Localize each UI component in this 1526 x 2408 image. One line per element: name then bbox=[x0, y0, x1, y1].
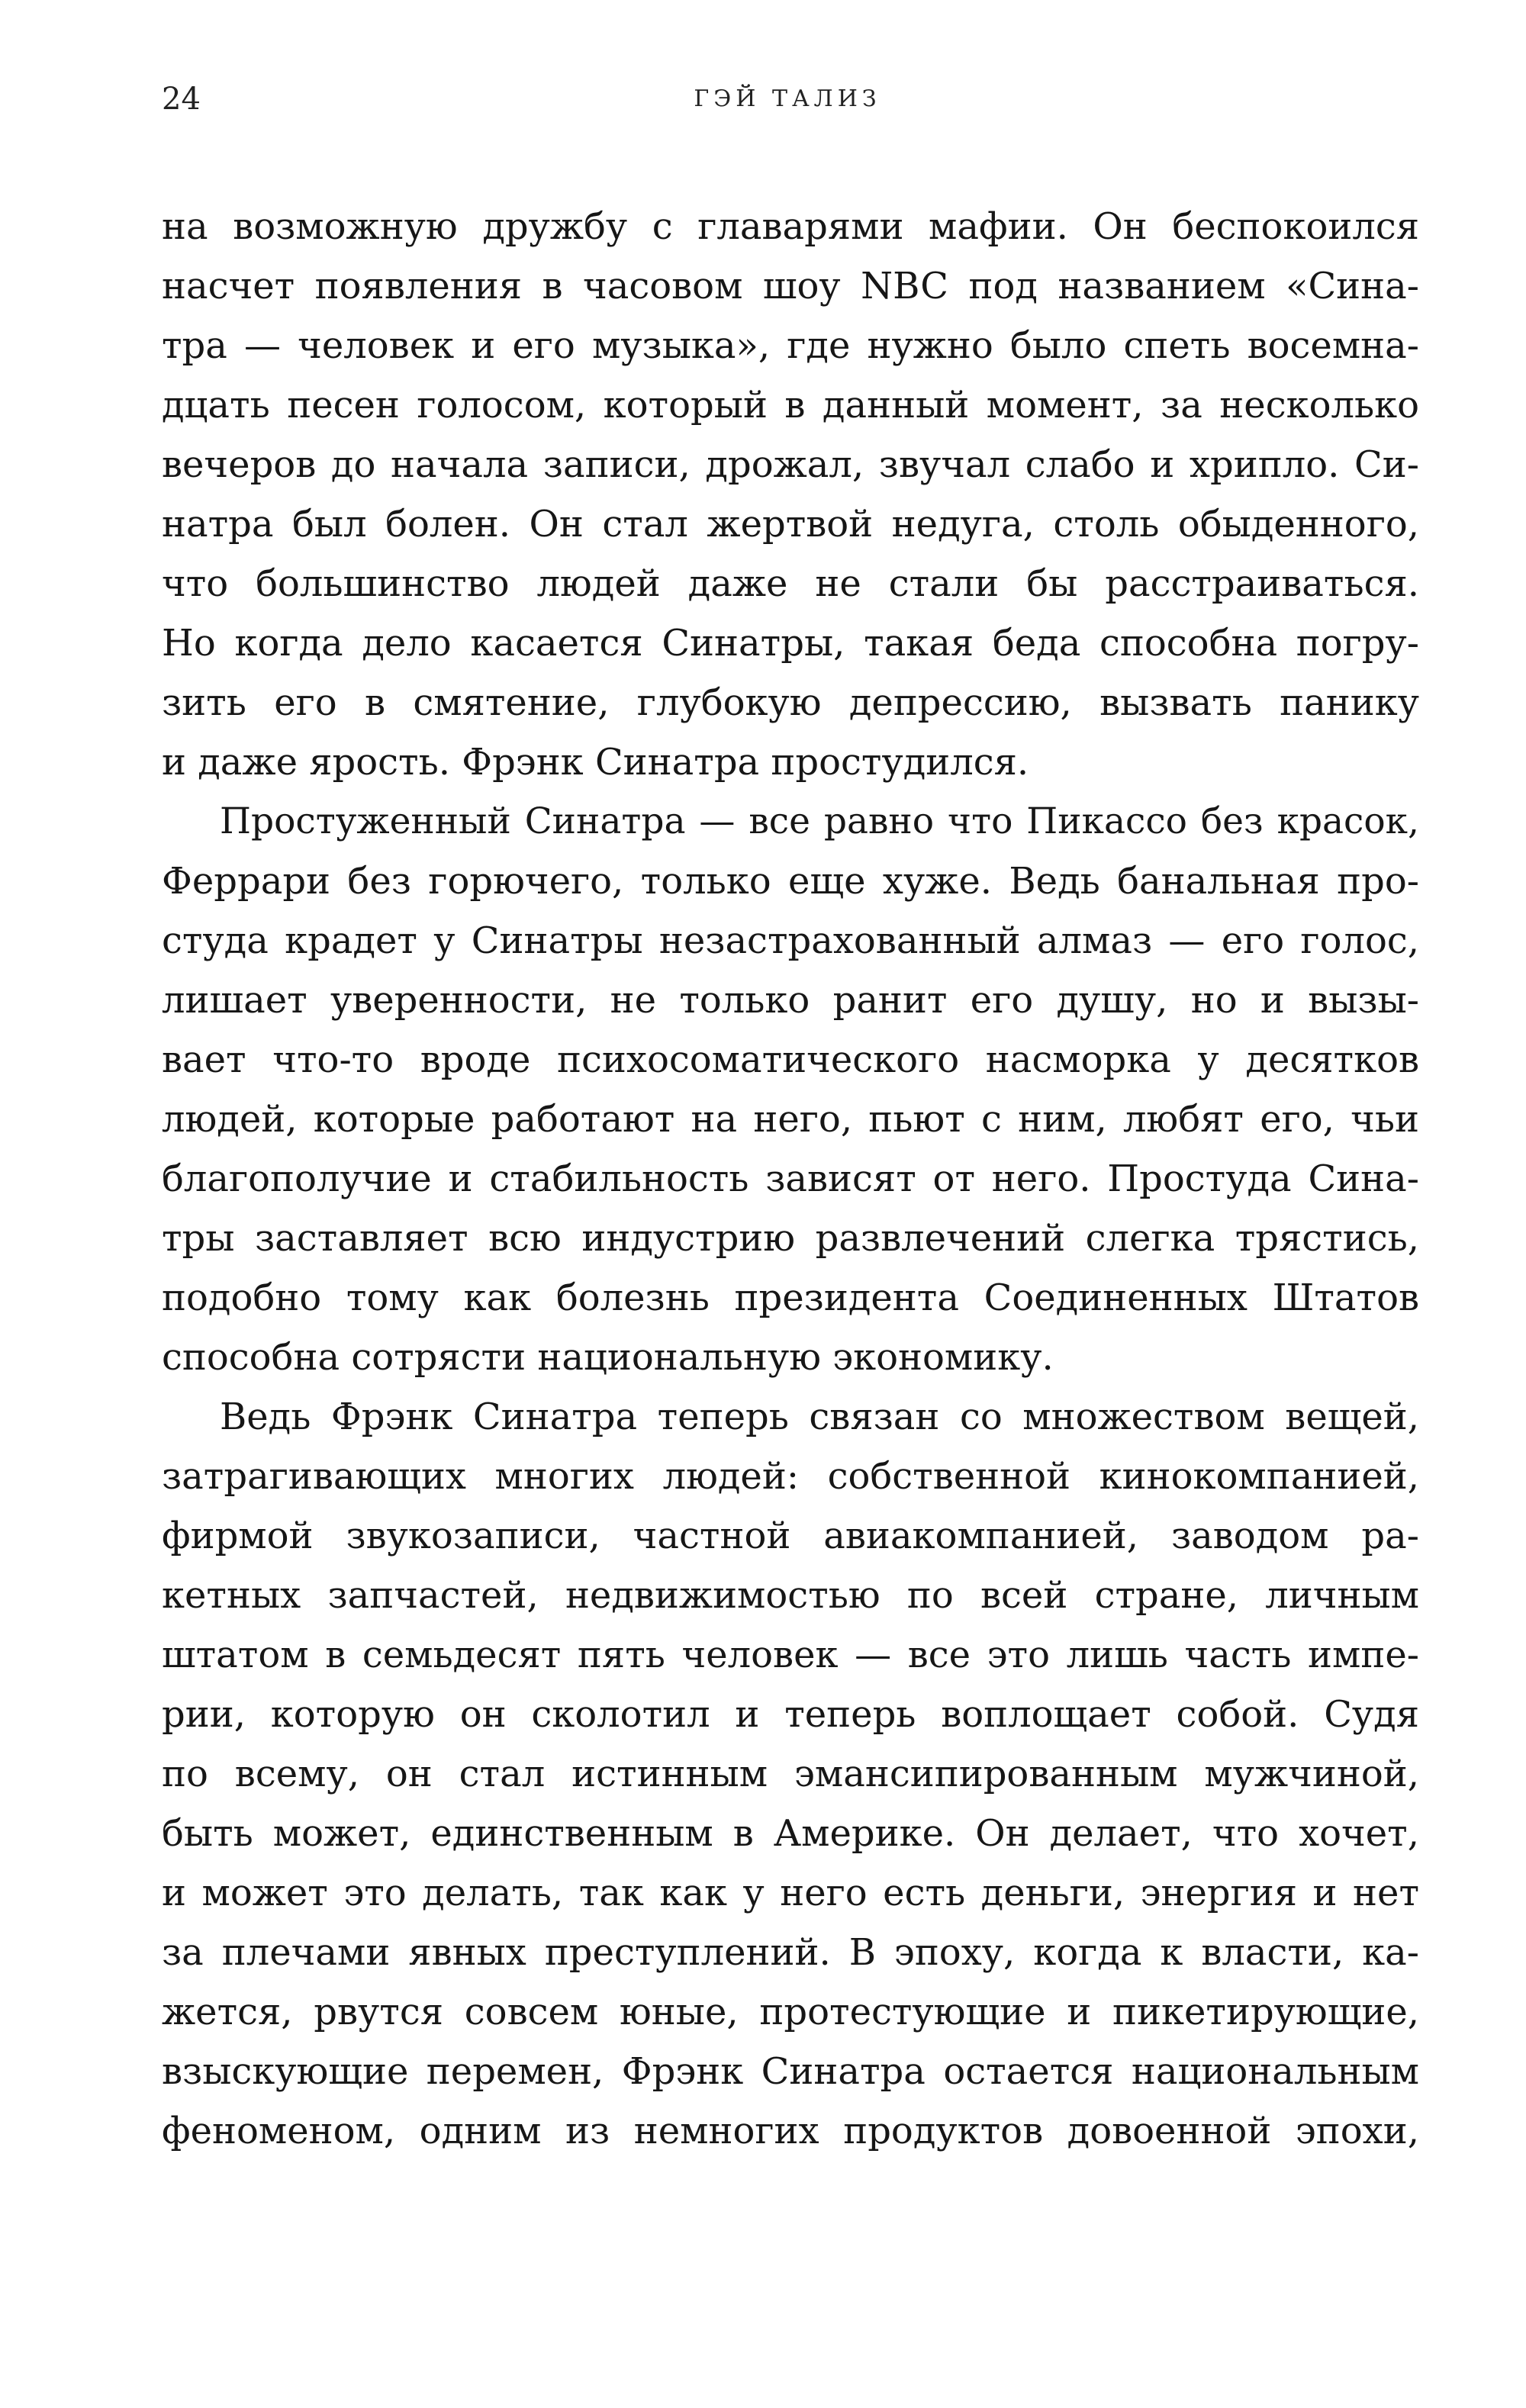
text-line: феноменом, одним из немногих продуктов довоенной эпохи, bbox=[162, 2110, 1419, 2152]
text-line: штатом в семьдесят пять человек — все это лишь часть импе- bbox=[162, 1634, 1419, 1676]
text-line: Феррари без горючего, только еще хуже. Ведь банальная про- bbox=[162, 860, 1419, 903]
text-line: насчет появления в часовом шоу NBC под названием «Сина- bbox=[162, 265, 1419, 307]
page-number: 24 bbox=[162, 82, 201, 117]
text-line: что большинство людей даже не стали бы расстраиваться. bbox=[162, 562, 1419, 605]
text-line: дцать песен голосом, который в данный момент, за несколько bbox=[162, 384, 1419, 427]
text-line: Простуженный Синатра — все равно что Пикассо без красок, bbox=[220, 800, 1419, 842]
text-line: и даже ярость. Фрэнк Синатра простудился. bbox=[162, 741, 1029, 784]
text-line: быть может, единственным в Америке. Он делает, что хочет, bbox=[162, 1812, 1419, 1855]
text-line: фирмой звукозаписи, частной авиакомпанией, заводом ра- bbox=[162, 1515, 1419, 1557]
text-line: способна сотрясти национальную экономику. bbox=[162, 1336, 1054, 1379]
text-line: за плечами явных преступлений. В эпоху, когда к власти, ка- bbox=[162, 1931, 1419, 1974]
running-title: ГЭЙ ТАЛИЗ bbox=[694, 85, 881, 112]
text-line: тра — человек и его музыка», где нужно было спеть восемна- bbox=[162, 324, 1419, 367]
running-header bbox=[162, 76, 1413, 122]
text-line: на возможную дружбу с главарями мафии. Он беспокоился bbox=[162, 205, 1419, 248]
text-line: натра был болен. Он стал жертвой недуга, столь обыденного, bbox=[162, 503, 1419, 546]
text-line: по всему, он стал истинным эмансипированным мужчиной, bbox=[162, 1753, 1419, 1795]
text-line: лишает уверенности, не только ранит его душу, но и вызы- bbox=[162, 979, 1419, 1022]
text-line: Ведь Фрэнк Синатра теперь связан со множеством вещей, bbox=[220, 1396, 1419, 1438]
text-line: людей, которые работают на него, пьют с ним, любят его, чьи bbox=[162, 1098, 1419, 1141]
text-line: зить его в смятение, глубокую депрессию, вызвать панику bbox=[162, 681, 1419, 724]
text-line: Но когда дело касается Синатры, такая беда способна погру- bbox=[162, 622, 1419, 665]
text-line: затрагивающих многих людей: собственной кинокомпанией, bbox=[162, 1455, 1419, 1498]
text-line: рии, которую он сколотил и теперь воплощает собой. Судя bbox=[162, 1693, 1419, 1736]
text-line: взыскующие перемен, Фрэнк Синатра остается национальным bbox=[162, 2050, 1419, 2093]
text-line: вает что-то вроде психосоматического насморка у десятков bbox=[162, 1038, 1419, 1081]
text-line: тры заставляет всю индустрию развлечений слегка трястись, bbox=[162, 1217, 1419, 1260]
text-line: благополучие и стабильность зависят от него. Простуда Сина- bbox=[162, 1157, 1419, 1200]
text-line: кетных запчастей, недвижимостью по всей стране, личным bbox=[162, 1574, 1419, 1617]
text-line: студа крадет у Синатры незастрахованный алмаз — его голос, bbox=[162, 919, 1419, 962]
text-line: вечеров до начала записи, дрожал, звучал слабо и хрипло. Си- bbox=[162, 443, 1419, 486]
text-line: жется, рвутся совсем юные, протестующие и пикетирующие, bbox=[162, 1991, 1419, 2033]
text-line: подобно тому как болезнь президента Соединенных Штатов bbox=[162, 1276, 1419, 1319]
body-text bbox=[162, 197, 1419, 2161]
text-line: и может это делать, так как у него есть деньги, энергия и нет bbox=[162, 1872, 1419, 1914]
